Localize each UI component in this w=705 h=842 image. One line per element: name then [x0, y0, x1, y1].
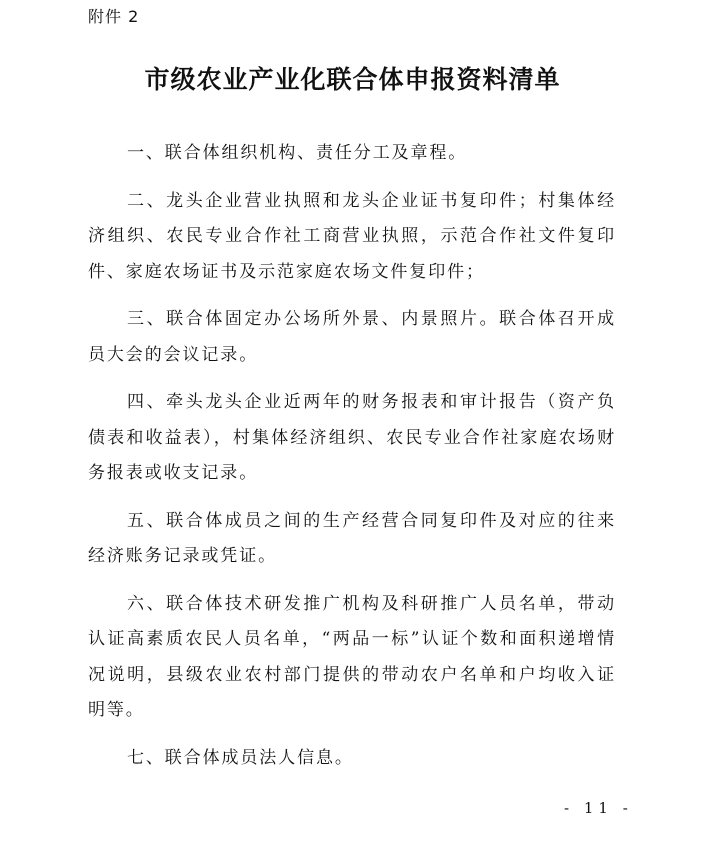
list-item: 六、联合体技术研发推广机构及科研推广人员名单，带动认证高素质农民人员名单，“两品一标”认证个数和面积递增情况说明，县级农业农村部门提供的带动农户名单和户均收入证明等。	[88, 593, 616, 720]
attachment-label: 附件 2	[88, 7, 140, 26]
list-item: 一、联合体组织机构、责任分工及章程。	[127, 143, 468, 163]
document-title: 市级农业产业化联合体申报资料清单	[144, 65, 561, 94]
list-item: 四、牵头龙头企业近两年的财务报表和审计报告（资产负债表和收益表），村集体经济组织、农民专业合作社家庭农场财务报表或收支记录。	[88, 392, 616, 483]
list-item: 二、龙头企业营业执照和龙头企业证书复印件；村集体经济组织、农民专业合作社工商营业执照，示范合作社文件复印件、家庭农场证书及示范家庭农场文件复印件；	[88, 190, 616, 282]
list-item: 五、联合体成员之间的生产经营合同复印件及对应的往来经济账务记录或凭证。	[88, 510, 616, 566]
document-body	[88, 136, 616, 776]
page-number: - 11 -	[564, 799, 633, 817]
list-item: 七、联合体成员法人信息。	[127, 747, 354, 768]
list-item: 三、联合体固定办公场所外景、内景照片。联合体召开成员大会的会议记录。	[88, 309, 616, 365]
